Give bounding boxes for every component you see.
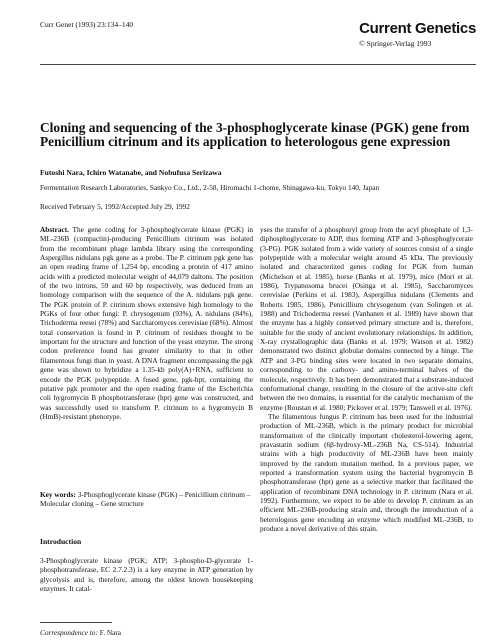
- journal-citation: Curr Genet (1993) 23:134–140: [40, 20, 134, 29]
- right-paragraph-1: yses the transfer of a phosphoryl group from the acyl phosphate of 1,3-diphosphoglycerate to ADP, thus forming ATP and 3-phosphoglycerate (3-PG). PGK isolated from a wide variety of sources consist of a single polypeptide with a molecular weight around 45 kDa. The previously isolated and characterized genes coding for PGK from human (Michelson et al. 1985), horse (Banks et al. 1979), mice (Mori et al. 1986), Trypanosoma brucei (Osinga et al. 1985), Saccharomyces cerevisiae (Perkins et al. 1983), Aspergillus nidulans (Clements and Roberts 1985, 1986), Penicillium chrysogenum (van Solingen et al. 1988) and Trichoderma reesei (Vanhanen et al. 1989) have shown that the enzyme has a highly conserved primary structure and is, therefore, suitable for the study of ancient evolutionary relationships. In addition, X-ray crystallographic data (Banks et al. 1979; Watson et al. 1982) demonstrated two distinct globular domains connected by a hinge. The ATP and 3-PG binding sites were located in two separate domains, corresponding to the carboxy- and amino-terminal halves of the molecule, respectively. It has been demonstrated that a substrate-induced conformational change, resulting in the closure of the active-site cleft between the two domains, is essential for the catalytic mechanism of the enzyme (Roustan et al. 1980; Pickover et al. 1979; Tanswell et al. 1976).: [260, 225, 473, 412]
- introduction-text: 3-Phosphoglycerate kinase (PGK; ATP; 3-phospho-D-glycerate 1-phosphotransferase, EC 2.7.2.3) is a key enzyme in ATP generation by glycolysis and is, therefore, among the oldest known housekeeping enzymes. It catal-: [40, 556, 253, 594]
- header-rule: [40, 64, 476, 65]
- correspondence-note: [40, 628, 121, 637]
- correspondence-label: Correspondence to:: [40, 628, 98, 637]
- abstract-text: The gene coding for 3-phosphoglycerate kinase (PGK) in ML-236B (compactin)-producing Penicillium citrinum was isolated from the recombinant phage lambda library using the corresponding Aspergillus nidulans pgk gene as a probe. The P. citrinum pgk gene has an open reading frame of 1,254 bp, encoding a protein of 417 amino acids with a predicted molecular weight of 44,079 daltons. The position of the two introns, 59 and 60 bp respectively, was deduced from an homology comparison with the sequence of the A. nidulans pgk gene. The PGK protein of P. citrinum shows extensive high homology to the PGKs of four other fungi: P. chrysogenum (93%), A. nidulans (84%), Trichoderma reesei (78%) and Saccharomyces cerevisiae (68%). Almost total conservation is found in P. citrinum of residues thought to be important for the structure and function of the yeast enzyme. The strong codon preference found has greater similarity to that in other filamentous fungi than in yeast. A DNA fragment encompassing the pgk gene was shown to hybridize a 1.35-kb poly(A)+RNA, sufficient to encode the PGK polypeptide. A fused gene, pgk-hpt, containing the putative pgk promoter and the open reading frame of the Escherichia coli hygromycin B phosphotransferase (hpt) gene was constructed, and was successfully used to transform P. citrinum to a hygromycin B (HmB)-resistant phenotype.: [40, 225, 253, 421]
- article-title: Cloning and sequencing of the 3-phosphoglycerate kinase (PGK) gene from Penicillium citrinum and its application to heterologous gene expression: [40, 120, 470, 149]
- abstract-block: [40, 225, 253, 421]
- journal-name: Current Genetics: [359, 20, 476, 37]
- right-column-text: [260, 225, 473, 533]
- publisher-copyright: © Springer-Verlag 1993: [359, 39, 432, 48]
- article-authors: Futoshi Nara, Ichiro Watanabe, and Nobufusa Serizawa: [40, 168, 222, 177]
- received-date: Received February 5, 1992/Accepted July 29, 1992: [40, 202, 190, 211]
- journal-masthead: [359, 20, 476, 48]
- footnote-rule: [40, 622, 112, 623]
- article-affiliation: Fermentation Research Laboratories, Sankyo Co., Ltd., 2-58, Hiromachi 1-chome, Shinagawa-ku, Tokyo 140, Japan: [40, 183, 380, 192]
- correspondence-name: F. Nara: [99, 628, 122, 637]
- introduction-heading: Introduction: [40, 537, 82, 546]
- right-paragraph-2: The filamentous fungus P. citrinum has been used for the industrial production of ML-236B, which is the primary product for microbial transformation of the clinically important cholesterol-lowering agent, pravastatin sodium (6β-hydroxy-ML-236B Na, CS-514). Industrial strains with a high productivity of ML-236B have been mainly improved by the random mutation method. In a previous paper, we reported a transformation system using the bacterial hygromycin B phosphotransferase (hpt) gene as a selective marker that facilitated the application of recombinant DNA technology in P. citrinum (Nara et al. 1992). Furthermore, we expect to be able to develop P. citrinum as an efficient ML-236B-producing strain and, through the introduction of a heterologous gene encoding an enzyme which modified ML-236B, to produce a novel derivative of this strain.: [260, 411, 473, 533]
- keywords-block: [40, 490, 253, 509]
- keywords-text: 3-Phosphoglycerate kinase (PGK) – Penicillium citrinum – Molecular cloning – Gene structure: [40, 490, 251, 509]
- abstract-label: Abstract.: [40, 225, 69, 234]
- keywords-label: Key words:: [40, 490, 76, 499]
